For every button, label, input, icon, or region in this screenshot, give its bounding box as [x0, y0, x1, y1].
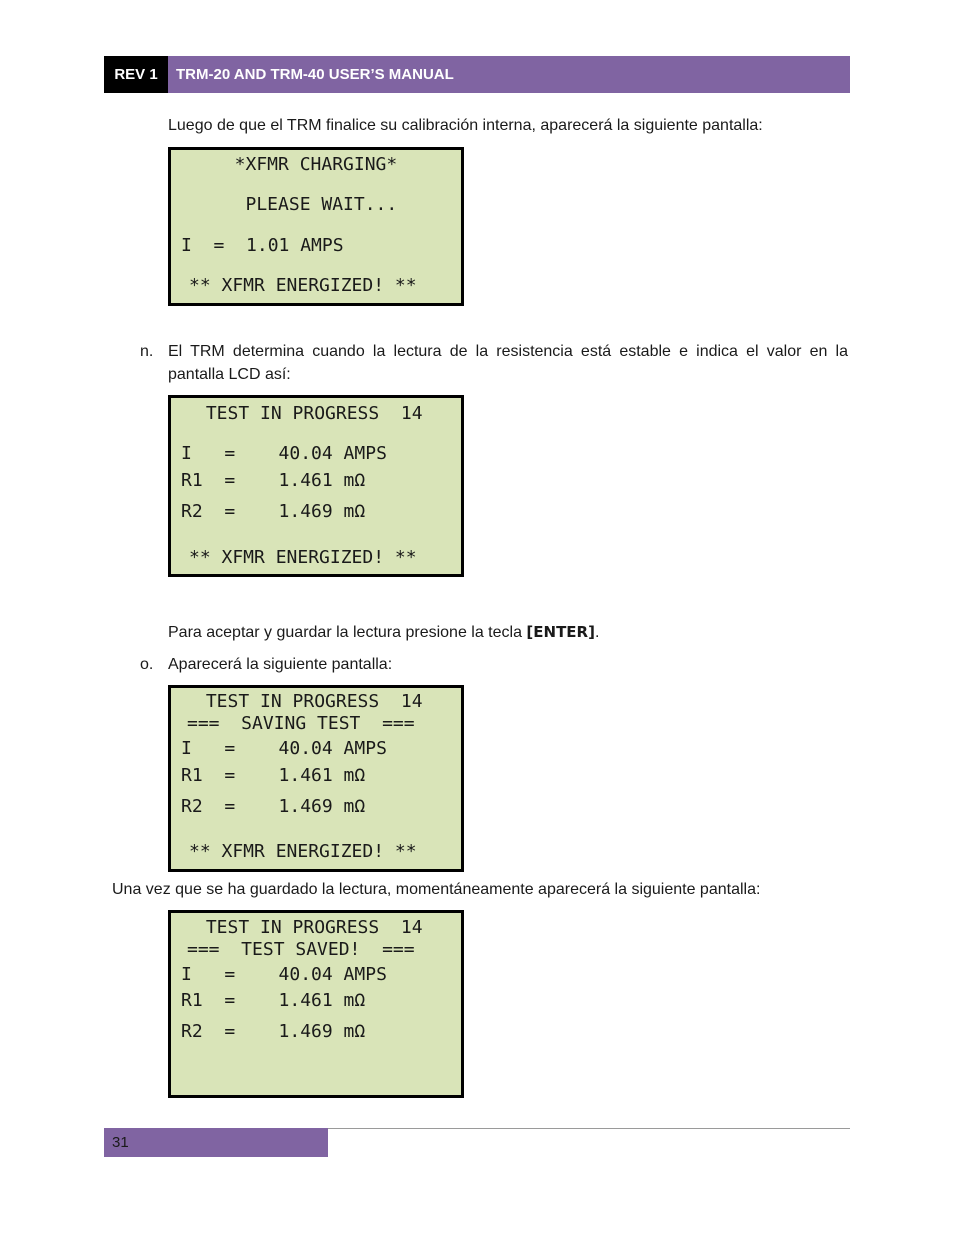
- step-o-text: Aparecerá la siguiente pantalla:: [168, 656, 393, 673]
- revision-label: REV 1: [104, 56, 168, 93]
- lcd-line: R1 = 1.461 mΩ: [181, 470, 366, 491]
- step-marker-o: o.: [140, 656, 154, 673]
- lcd-line: R2 = 1.469 mΩ: [181, 501, 366, 522]
- page-number: 31: [104, 1128, 328, 1157]
- step-n-text: El TRM determina cuando la lectura de la resistencia está estable e indica el valor en la pantalla LCD así:: [168, 343, 848, 383]
- accept-instruction: [168, 621, 599, 644]
- accept-text-after: .: [594, 624, 600, 641]
- lcd-line: R2 = 1.469 mΩ: [181, 1021, 366, 1042]
- lcd-line: === SAVING TEST ===: [187, 713, 415, 734]
- lcd-screen-test-saved: [168, 910, 464, 1098]
- lcd-line: TEST IN PROGRESS 14: [195, 691, 423, 712]
- step-marker-n: n.: [140, 343, 154, 360]
- lcd-line: I = 40.04 AMPS: [181, 738, 387, 759]
- lcd-screen-test-in-progress: [168, 395, 464, 577]
- manual-title: TRM-20 AND TRM-40 USER’S MANUAL: [168, 56, 850, 93]
- lcd-line: TEST IN PROGRESS 14: [195, 917, 423, 938]
- lcd-line: I = 40.04 AMPS: [181, 964, 387, 985]
- lcd-line: ** XFMR ENERGIZED! **: [189, 841, 417, 862]
- lcd-line: *XFMR CHARGING*: [213, 154, 398, 175]
- lcd-line: R1 = 1.461 mΩ: [181, 765, 366, 786]
- lcd-line: I = 1.01 AMPS: [181, 235, 344, 256]
- accept-text-before: Para aceptar y guardar la lectura presione la tecla: [168, 624, 527, 641]
- lcd-line: PLEASE WAIT...: [213, 194, 398, 215]
- lcd-line: ** XFMR ENERGIZED! **: [189, 275, 417, 296]
- lcd-line: === TEST SAVED! ===: [187, 939, 415, 960]
- lcd-line: ** XFMR ENERGIZED! **: [189, 547, 417, 568]
- lcd-screen-charging: [168, 147, 464, 306]
- lcd-screen-saving-test: [168, 685, 464, 872]
- lcd-line: I = 40.04 AMPS: [181, 443, 387, 464]
- lcd-line: R2 = 1.469 mΩ: [181, 796, 366, 817]
- saved-paragraph: Una vez que se ha guardado la lectura, momentáneamente aparecerá la siguiente pantalla:: [112, 881, 761, 898]
- footer-divider: [328, 1128, 850, 1129]
- intro-paragraph: Luego de que el TRM finalice su calibración interna, aparecerá la siguiente pantalla:: [168, 117, 763, 134]
- lcd-line: R1 = 1.461 mΩ: [181, 990, 366, 1011]
- lcd-line: TEST IN PROGRESS 14: [195, 403, 423, 424]
- enter-key-label: [ENTER]: [526, 623, 595, 641]
